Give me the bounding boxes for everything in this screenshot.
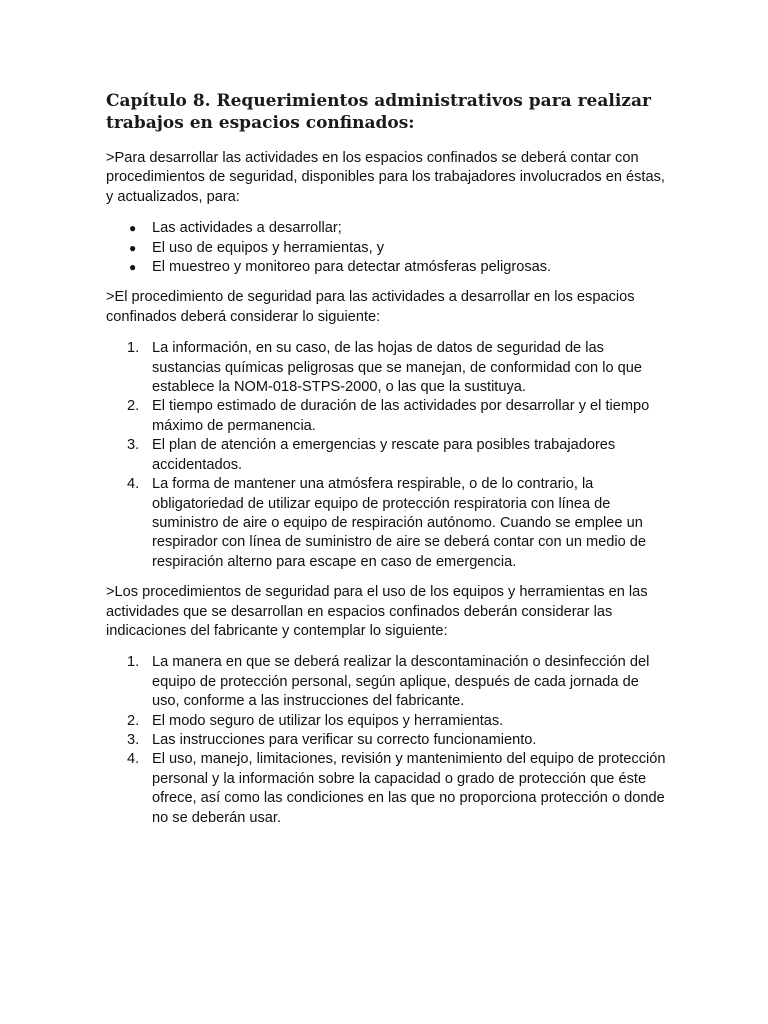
numbered-item-text: La manera en que se deberá realizar la descontaminación o desinfección del equipo de protección personal, según aplique, después de cada jornada de uso, conforme a las instrucciones del fabricante. <box>152 654 650 710</box>
numbered-item-text: La forma de mantener una atmósfera respirable, o de lo contrario, la obligatoriedad de utilizar equipo de protección respiratoria con línea de suministro de aire o equipo de respiración autónomo. Cuando se emplee un respirador con línea de suministro de aire se deberá contar con un medio de respiración alterno para escape en caso de emergencia. <box>152 476 647 570</box>
bullet-icon: ● <box>129 260 137 275</box>
bullet-icon: ● <box>129 240 137 255</box>
numbered-item-text: La información, en su caso, de las hojas de datos de seguridad de las sustancias químicas peligrosas que se manejan, de conformidad con lo que establece la NOM-018-STPS-2000, o las que la sustituya. <box>152 340 642 396</box>
section2-intro: >El procedimiento de seguridad para las actividades a desarrollar en los espacios confinados deberá considerar lo siguiente: <box>106 289 635 325</box>
item-number: 3. <box>127 437 140 454</box>
item-number: 2. <box>127 712 140 729</box>
item-number: 4. <box>127 476 140 493</box>
numbered-item-text: El modo seguro de utilizar los equipos y herramientas. <box>152 712 504 729</box>
numbered-item <box>106 475 666 572</box>
bullet-item <box>106 239 666 258</box>
section1-bullet-list <box>106 219 666 277</box>
bullet-item-text: El muestreo y monitoreo para detectar atmósferas peligrosas. <box>152 259 552 276</box>
bullet-item <box>106 219 666 238</box>
numbered-item-text: Las instrucciones para verificar su correcto funcionamiento. <box>152 731 537 748</box>
section1-intro: >Para desarrollar las actividades en los espacios confinados se deberá contar con procedimientos de seguridad, disponibles para los trabajadores involucrados en éstas, y actualizados, para: <box>106 150 665 205</box>
item-number: 1. <box>127 340 140 357</box>
document-content <box>106 90 666 839</box>
numbered-item-text: El uso, manejo, limitaciones, revisión y mantenimiento del equipo de protección personal y la información sobre la capacidad o grado de protección que éste ofrece, así como las condiciones en las que no proporciona protección o donde no se deberán usar. <box>152 751 666 826</box>
bullet-item-text: El uso de equipos y herramientas, y <box>152 239 385 256</box>
chapter-title <box>106 90 666 134</box>
item-number: 2. <box>127 398 140 415</box>
numbered-item <box>106 750 666 828</box>
numbered-item <box>106 712 666 731</box>
numbered-item <box>106 436 666 475</box>
section3-intro: >Los procedimientos de seguridad para el uso de los equipos y herramientas en las actividades que se desarrollan en espacios confinados deberán considerar las indicaciones del fabricante y contemplar lo siguiente: <box>106 584 648 639</box>
item-number: 3. <box>127 731 140 748</box>
chapter-number: Capítulo 8 <box>106 91 205 111</box>
item-number: 1. <box>127 654 140 671</box>
numbered-item <box>106 731 666 750</box>
bullet-item-text: Las actividades a desarrollar; <box>152 220 342 237</box>
numbered-item-text: El plan de atención a emergencias y rescate para posibles trabajadores accidentados. <box>152 437 616 473</box>
section3-numbered-list <box>106 653 666 828</box>
bullet-item <box>106 258 666 277</box>
section2-numbered-list <box>106 339 666 572</box>
numbered-item <box>106 397 666 436</box>
item-number: 4. <box>127 751 140 768</box>
numbered-item-text: El tiempo estimado de duración de las actividades por desarrollar y el tiempo máximo de permanencia. <box>152 398 650 434</box>
bullet-icon: ● <box>129 221 137 236</box>
numbered-item <box>106 653 666 711</box>
numbered-item <box>106 339 666 397</box>
chapter-title-text: . Requerimientos administrativos para realizar trabajos en espacios confinados: <box>106 91 651 133</box>
